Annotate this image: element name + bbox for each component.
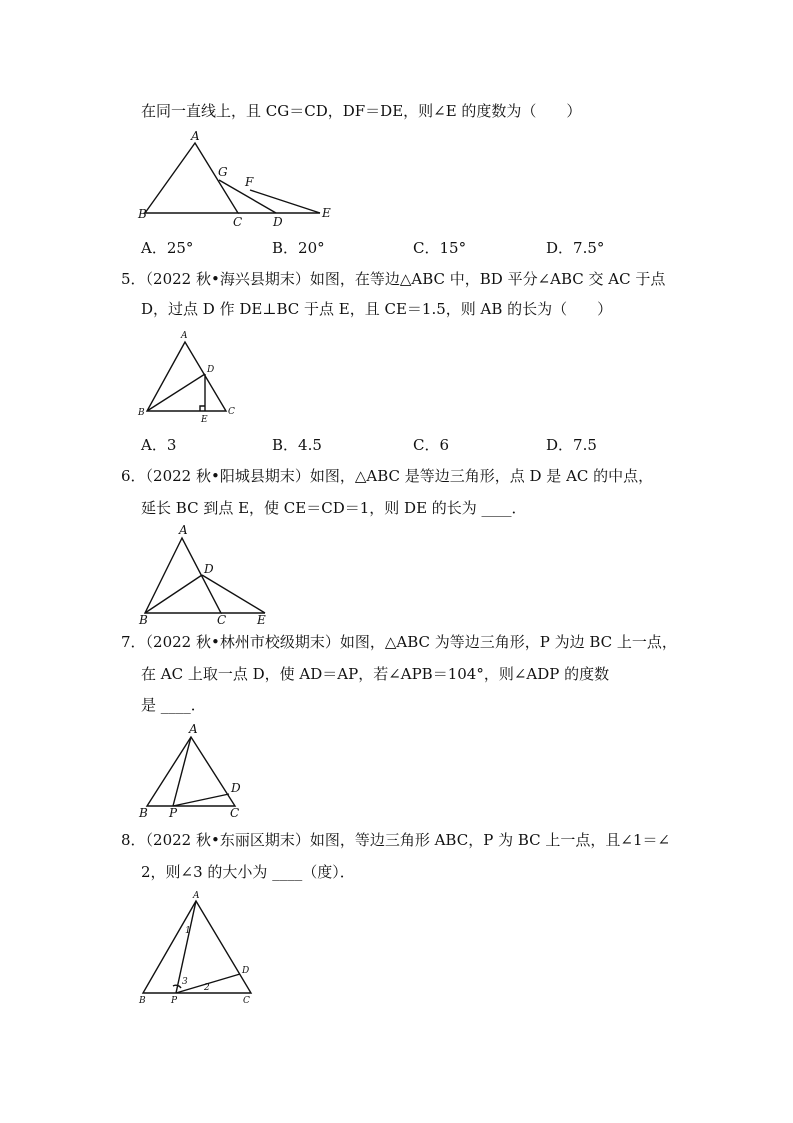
q7-label-c: C <box>230 806 240 820</box>
q8-label-d: D <box>242 966 250 976</box>
q5-text-line: D，过点 D 作 DE⊥BC 于点 E，且 CE＝1.5，则 AB 的长为（ ） <box>141 300 613 318</box>
q4-label-e: E <box>322 206 331 220</box>
q6-figure <box>135 521 285 626</box>
q8-angle-label-2: 2 <box>204 983 210 993</box>
q6-label-b: B <box>139 613 148 627</box>
q5-text-line: 5．（2022 秋•海兴县期末）如图，在等边△ABC 中，BD 平分∠ABC 交 AC 于点 <box>121 270 666 288</box>
q7-figure <box>135 718 255 823</box>
q4-label-c: C <box>233 215 243 229</box>
q6-line-bd <box>145 575 202 613</box>
q8-angle-label-1: 1 <box>185 926 191 936</box>
q4-label-f: F <box>245 175 254 189</box>
q5-triangle-abc <box>147 342 226 411</box>
q4-text-line: 在同一直线上，且 CG＝CD，DF＝DE，则∠E 的度数为（ ） <box>141 102 582 120</box>
q7-text-line: 7．（2022 秋•林州市校级期末）如图，△ABC 为等边三角形，P 为边 BC 上一点， <box>121 633 677 651</box>
q5-label-e: E <box>201 415 208 425</box>
q8-triangle-abc <box>143 901 251 993</box>
q4-option-c[interactable]: C．15° <box>413 239 467 257</box>
q6-text-line: 延长 BC 到点 E，使 CE＝CD＝1，则 DE 的长为 ____． <box>141 499 527 517</box>
q5-option-b[interactable]: B．4.5 <box>272 436 322 454</box>
q7-label-p: P <box>169 806 178 820</box>
q5-label-b: B <box>138 408 145 418</box>
q8-label-p: P <box>171 996 178 1006</box>
q6-text-line: 6．（2022 秋•阳城县期末）如图，△ABC 是等边三角形，点 D 是 AC 的中点， <box>121 467 654 485</box>
q6-label-a: A <box>179 523 188 537</box>
q5-label-a: A <box>181 331 188 341</box>
q8-label-c: C <box>243 996 250 1006</box>
q8-label-a: A <box>193 891 200 901</box>
q4-option-d[interactable]: D．7.5° <box>546 239 605 257</box>
q5-right-angle-mark <box>200 406 205 411</box>
q5-option-c[interactable]: C．6 <box>413 436 450 454</box>
q8-angle-label-3: 3 <box>182 977 188 987</box>
q4-option-b[interactable]: B．20° <box>272 239 325 257</box>
q8-text-line: 2，则∠3 的大小为 ____（度）． <box>141 863 355 881</box>
q7-label-b: B <box>139 806 148 820</box>
q8-label-b: B <box>139 996 146 1006</box>
q5-label-d: D <box>207 365 215 375</box>
q7-label-a: A <box>189 722 198 736</box>
q5-option-a[interactable]: A．3 <box>141 436 177 454</box>
q4-label-a: A <box>191 129 200 143</box>
q8-text-line: 8．（2022 秋•东丽区期末）如图，等边三角形 ABC，P 为 BC 上一点，且∠1＝∠ <box>121 831 671 849</box>
q4-line-fe <box>250 190 320 213</box>
q5-option-d[interactable]: D．7.5 <box>546 436 597 454</box>
q4-option-a[interactable]: A．25° <box>141 239 194 257</box>
q4-label-d: D <box>273 215 283 229</box>
q5-line-bd <box>147 374 205 411</box>
q5-label-c: C <box>228 407 235 417</box>
q5-figure <box>135 330 245 425</box>
q7-line-pd <box>173 794 229 806</box>
q6-label-d: D <box>204 562 214 576</box>
q7-label-d: D <box>231 781 241 795</box>
q7-text-line: 在 AC 上取一点 D，使 AD＝AP，若∠APB＝104°，则∠ADP 的度数 <box>141 665 610 683</box>
q7-line-ap <box>173 737 191 806</box>
q8-figure <box>133 888 263 1008</box>
q6-label-c: C <box>217 613 227 627</box>
q4-figure <box>130 128 340 228</box>
q6-label-e: E <box>257 613 266 627</box>
q4-label-b: B <box>138 207 147 221</box>
q4-label-g: G <box>218 165 228 179</box>
q7-text-line: 是 ____． <box>141 696 206 714</box>
